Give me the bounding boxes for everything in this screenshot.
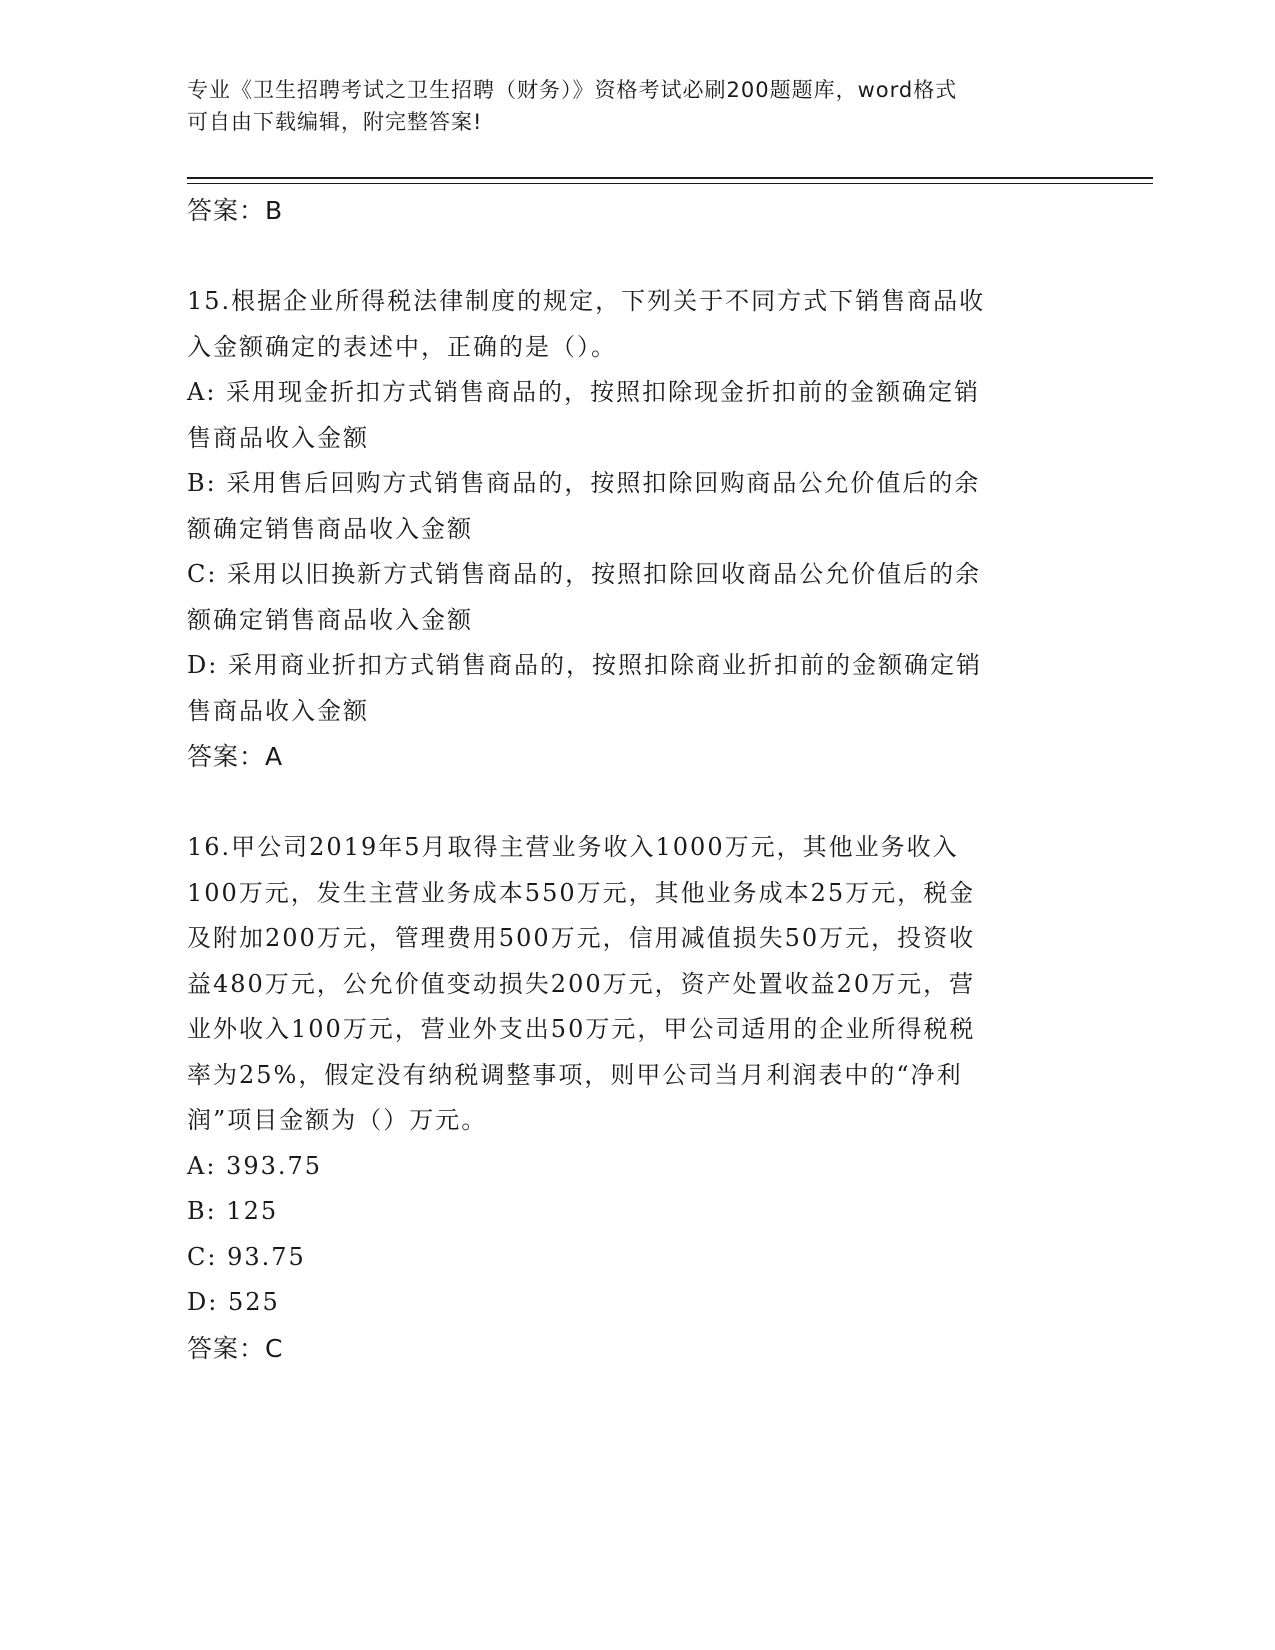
- question-15-answer: 答案：A: [187, 742, 284, 771]
- header-divider-thin: [187, 183, 1153, 184]
- header-line-1: 专业《卫生招聘考试之卫生招聘（财务）》资格考试必刷200题题库，word格式: [187, 78, 958, 102]
- question-15-option-a-line-2: 售商品收入金额: [187, 423, 369, 452]
- question-15-option-a-line-1: A: 采用现金折扣方式销售商品的，按照扣除现金折扣前的金额确定销: [187, 378, 981, 406]
- question-15-option-c-line-1: C: 采用以旧换新方式销售商品的，按照扣除回收商品公允价值后的余: [187, 560, 982, 588]
- question-16: [187, 825, 1077, 1371]
- question-16-option-d: D: 525: [187, 1288, 280, 1316]
- previous-question-answer: 答案：B: [187, 196, 284, 225]
- spacer: [187, 780, 1077, 826]
- question-16-stem-line-5: 业外收入100万元，营业外支出50万元，甲公司适用的企业所得税税: [187, 1015, 976, 1043]
- question-16-stem-line-4: 益480万元，公允价值变动损失200万元，资产处置收益20万元，营: [187, 969, 976, 998]
- question-16-option-b: B: 125: [187, 1197, 279, 1225]
- question-16-option-a: A: 393.75: [187, 1151, 323, 1180]
- question-15: [187, 279, 1077, 780]
- question-15-stem-line-1: 15.根据企业所得税法律制度的规定，下列关于不同方式下销售商品收: [187, 287, 986, 315]
- question-15-option-d-line-1: D: 采用商业折扣方式销售商品的，按照扣除商业折扣前的金额确定销: [187, 651, 982, 679]
- question-16-stem-line-3: 及附加200万元，管理费用500万元，信用减值损失50万元，投资收: [187, 924, 976, 952]
- question-15-option-b-line-1: B: 采用售后回购方式销售商品的，按照扣除回购商品公允价值后的余: [187, 469, 981, 497]
- question-16-option-c: C: 93.75: [187, 1242, 306, 1271]
- question-16-answer: 答案：C: [187, 1333, 284, 1363]
- question-15-option-d-line-2: 售商品收入金额: [187, 696, 369, 725]
- question-15-stem-line-2: 入金额确定的表述中，正确的是（）。: [187, 332, 617, 361]
- spacer: [187, 234, 1077, 280]
- question-15-option-c-line-2: 额确定销售商品收入金额: [187, 605, 473, 634]
- header-line-2: 可自由下载编辑，附完整答案!: [187, 110, 483, 134]
- question-16-stem-line-1: 16.甲公司2019年5月取得主营业务收入1000万元，其他业务收入: [187, 833, 959, 861]
- header-divider-thick: [187, 177, 1153, 179]
- question-16-stem-line-2: 100万元，发生主营业务成本550万元，其他业务成本25万元，税金: [187, 878, 976, 907]
- question-16-stem-line-6: 率为25%，假定没有纳税调整事项，则甲公司当月利润表中的“净利: [187, 1060, 963, 1089]
- question-15-option-b-line-2: 额确定销售商品收入金额: [187, 514, 473, 543]
- document-body: [187, 188, 1077, 1371]
- question-16-stem-line-7: 润”项目金额为（）万元。: [187, 1106, 488, 1134]
- document-header: [187, 74, 1067, 138]
